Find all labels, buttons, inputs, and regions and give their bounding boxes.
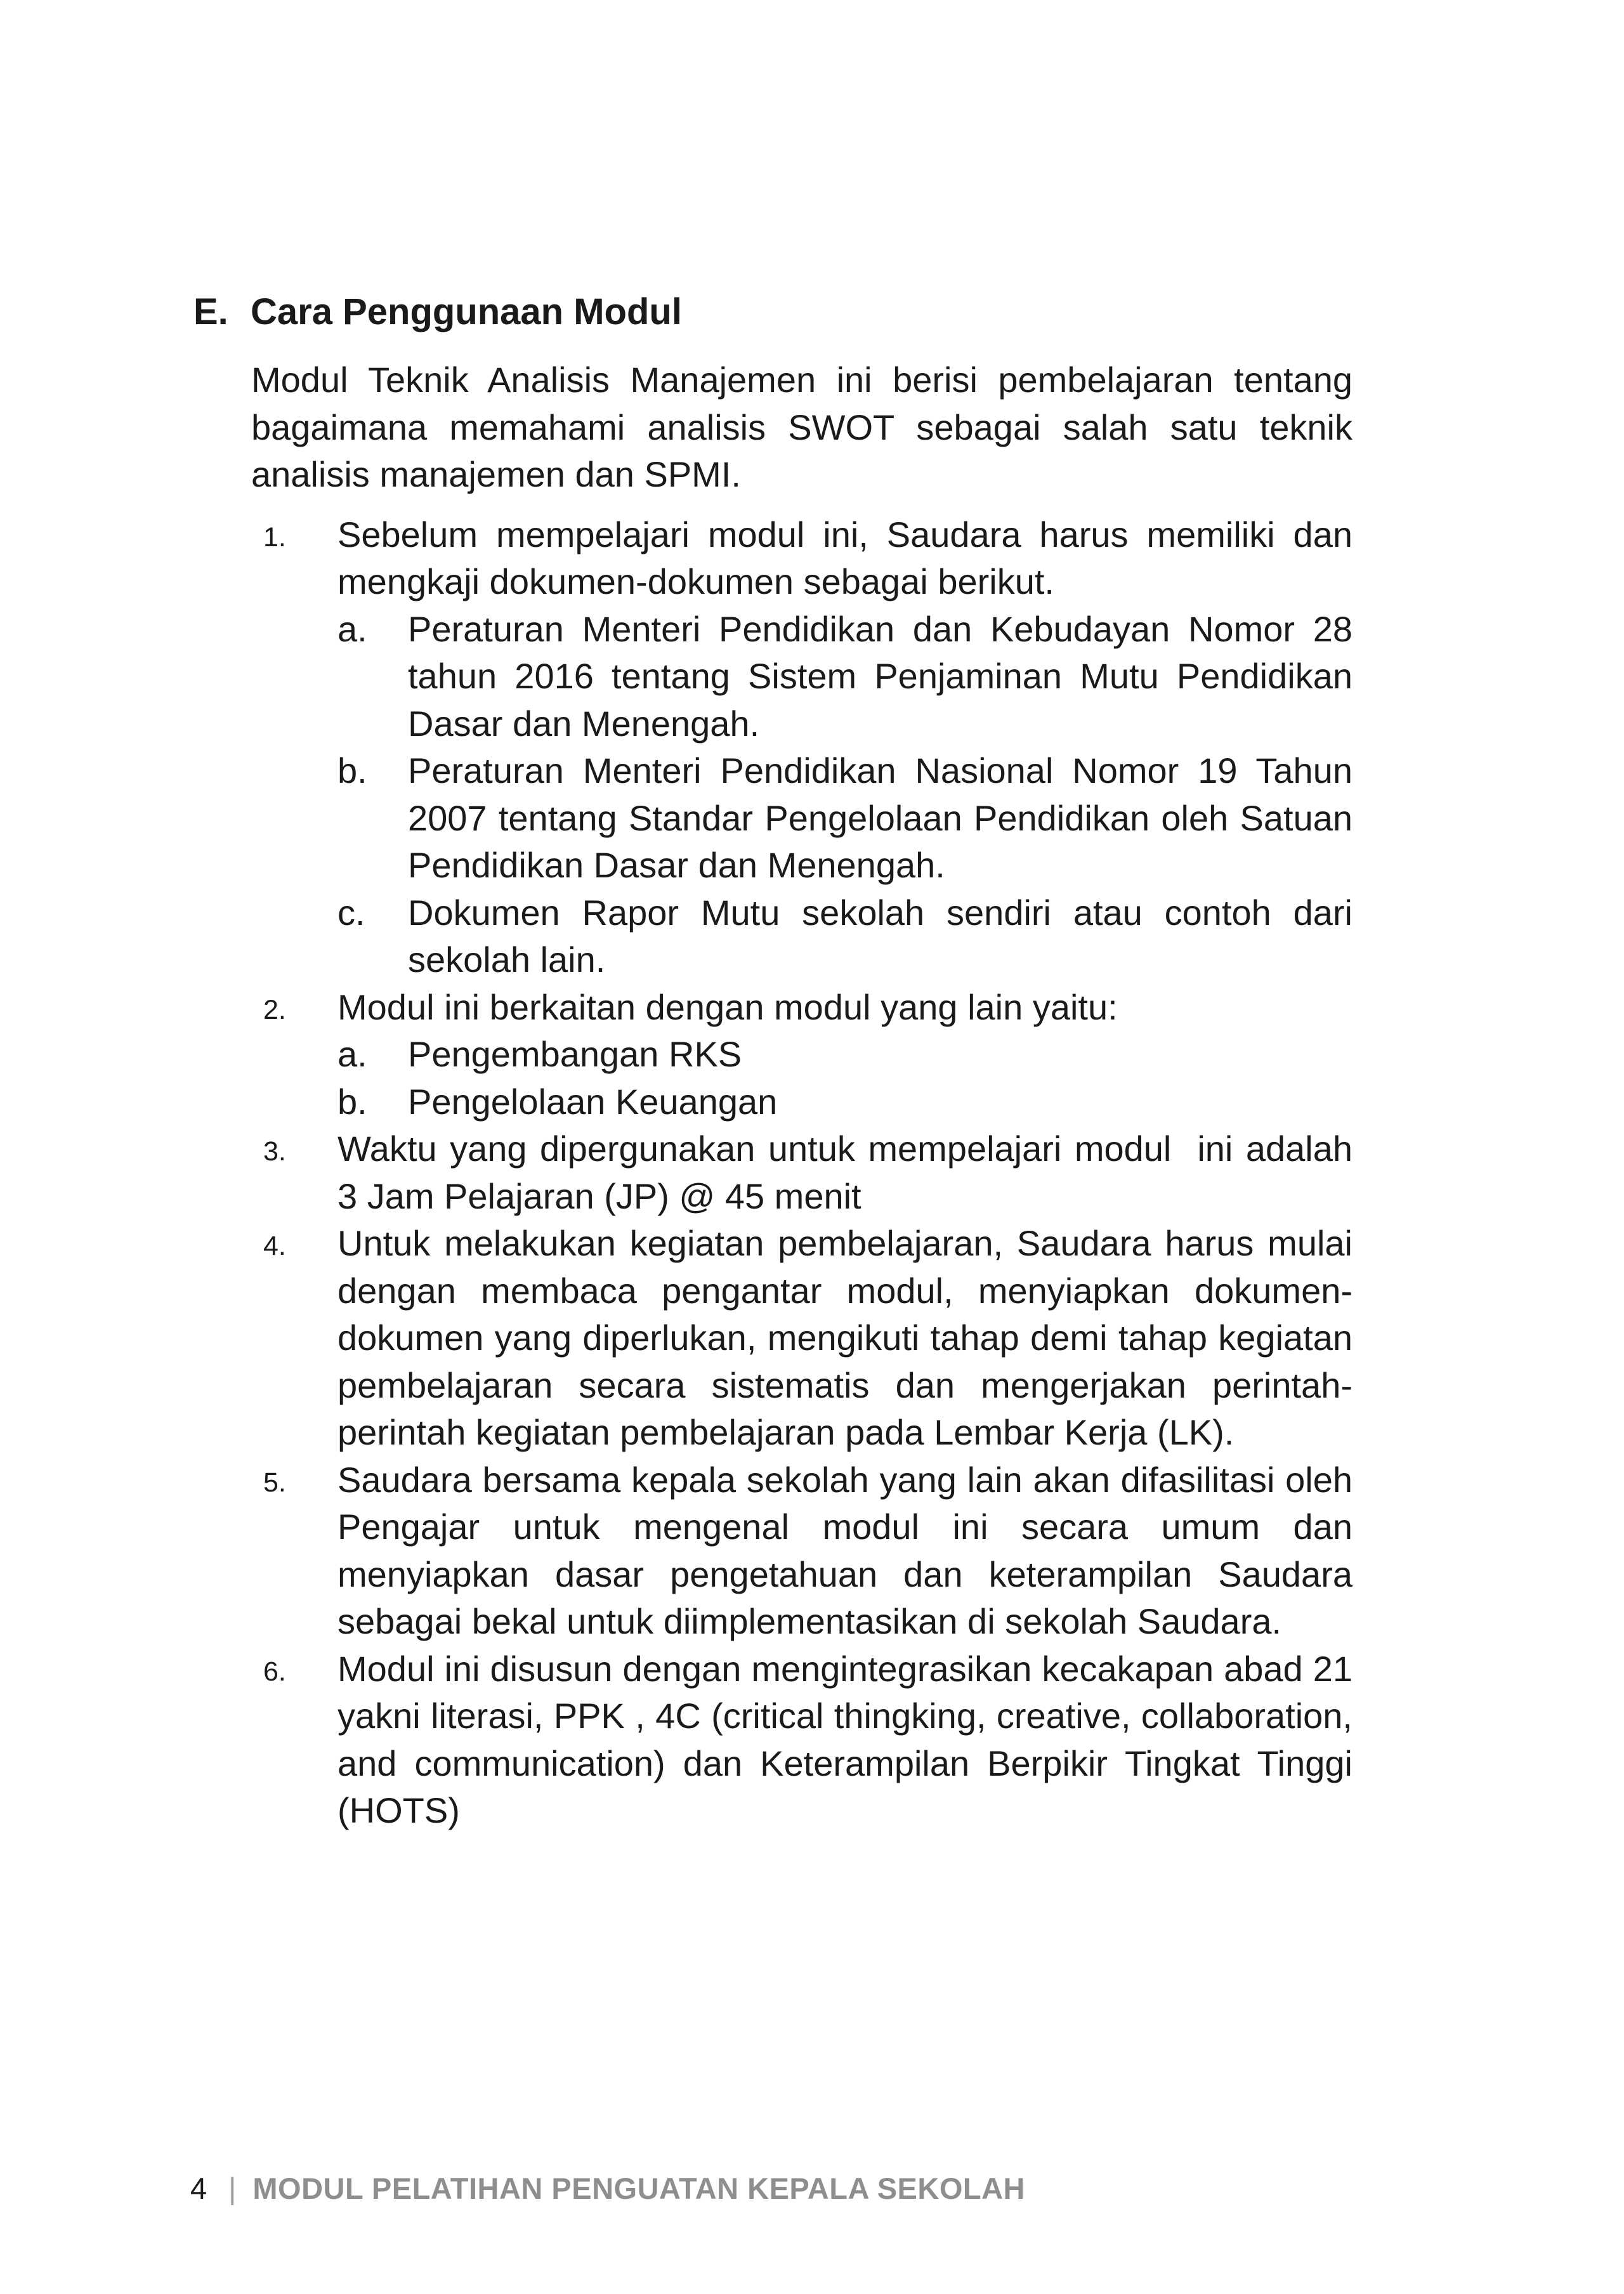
sub-list-item (337, 747, 1352, 889)
page-footer (190, 2170, 1025, 2208)
list-item-number: 2. (263, 994, 286, 1025)
section-heading (193, 287, 1399, 338)
intro-paragraph: Modul Teknik Analisis Manajemen ini berisi pembelajaran tentang bagaimana memahami analisis SWOT sebagai salah satu teknik analisis manajemen dan SPMI. (251, 360, 1352, 494)
list-item-number: 4. (263, 1231, 286, 1261)
list-item (251, 1457, 1352, 1646)
list-item-number: 6. (263, 1656, 286, 1687)
section-letter: E. (193, 291, 228, 332)
sub-list-item (337, 889, 1352, 984)
section-title: Cara Penggunaan Modul (251, 291, 682, 332)
list-item-number: 5. (263, 1467, 286, 1498)
page-number: 4 (190, 2172, 207, 2205)
list-item-text: Untuk melakukan kegiatan pembelajaran, Saudara harus mulai dengan membaca pengantar modul, menyiapkan dokumen-dokumen yang diperlukan, mengikuti tahap demi tahap kegiatan pembelajaran secara sistematis dan mengerjakan perintah-perintah kegiatan pembelajaran pada Lembar Kerja (LK). (337, 1223, 1352, 1452)
list-item-number: 3. (263, 1136, 286, 1167)
list-item-text: Modul ini disusun dengan mengintegrasikan kecakapan abad 21 yakni literasi, PPK , 4C (critical thingking, creative, collaboration, and communication) dan Keterampilan Berpikir Tingkat Tinggi (HOTS) (337, 1648, 1352, 1830)
sub-list-item (337, 1031, 1352, 1078)
sub-item-text: Peraturan Menteri Pendidikan Nasional Nomor 19 Tahun 2007 tentang Standar Pengelolaan Pendidikan oleh Satuan Pendidikan Dasar dan Menengah. (408, 750, 1352, 885)
list-item-text: Modul ini berkaitan dengan modul yang lain yaitu: (337, 986, 1118, 1027)
sub-item-letter: a. (337, 1034, 367, 1074)
sub-list (337, 606, 1352, 984)
sub-list (337, 1031, 1352, 1125)
list-item (251, 1125, 1363, 1220)
sub-item-letter: a. (337, 608, 367, 649)
sub-list-item (337, 1078, 1352, 1126)
list-item-text: Sebelum mempelajari modul ini, Saudara harus memiliki dan mengkaji dokumen-dokumen sebagai berikut. (337, 514, 1352, 601)
list-item-text: Waktu yang dipergunakan untuk mempelajari modul ini adalah 3 Jam Pelajaran (JP) @ 45 menit (337, 1129, 1363, 1216)
list-item (251, 1220, 1352, 1457)
sub-item-letter: b. (337, 1081, 367, 1122)
list-item (251, 511, 1352, 984)
list-item-text: Saudara bersama kepala sekolah yang lain akan difasilitasi oleh Pengajar untuk mengenal modul ini secara umum dan menyiapkan dasar pengetahuan dan keterampilan Saudara sebagai bekal untuk diimplementasikan di sekolah Saudara. (337, 1459, 1352, 1641)
sub-item-text: Pengelolaan Keuangan (408, 1081, 778, 1122)
running-title: MODUL PELATIHAN PENGUATAN KEPALA SEKOLAH (252, 2172, 1025, 2205)
sub-item-text: Peraturan Menteri Pendidikan dan Kebudayan Nomor 28 tahun 2016 tentang Sistem Penjaminan Mutu Pendidikan Dasar dan Menengah. (408, 608, 1352, 744)
list-item-number: 1. (263, 521, 286, 553)
sub-item-letter: b. (337, 750, 367, 790)
list-item (251, 1646, 1352, 1835)
footer-separator: | (228, 2172, 237, 2205)
list-item (251, 984, 1352, 1126)
section-content (251, 357, 1363, 1835)
sub-list-item (337, 606, 1352, 748)
sub-item-letter: c. (337, 892, 365, 933)
sub-item-text: Pengembangan RKS (408, 1034, 742, 1074)
sub-item-text: Dokumen Rapor Mutu sekolah sendiri atau contoh dari sekolah lain. (408, 892, 1352, 980)
instruction-list (251, 511, 1363, 1835)
